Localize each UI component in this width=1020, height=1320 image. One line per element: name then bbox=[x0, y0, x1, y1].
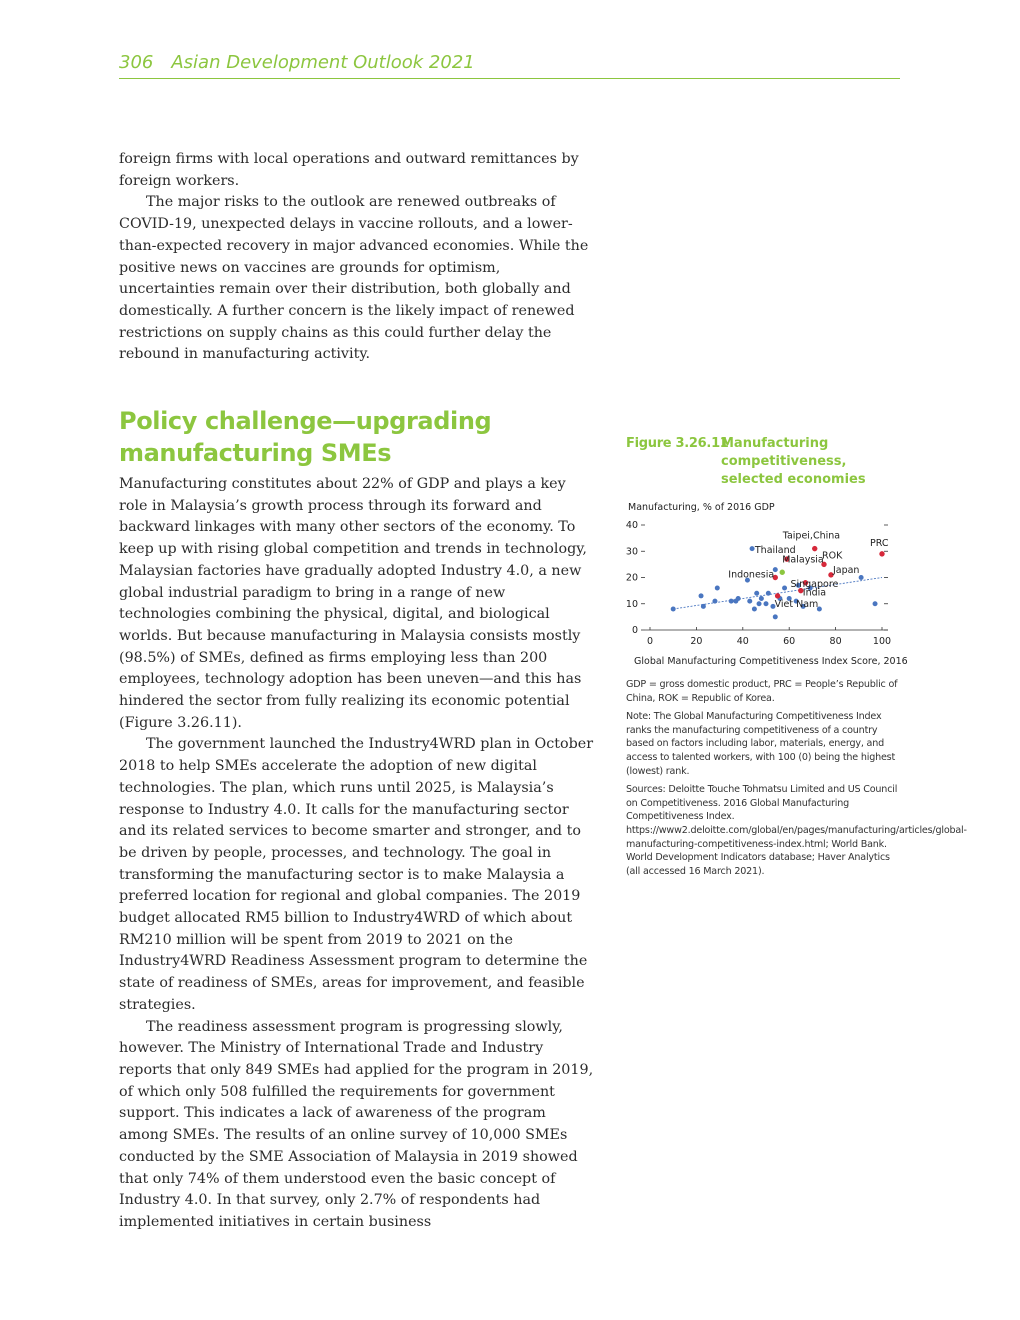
data-point bbox=[773, 614, 778, 619]
x-tick-label: 80 bbox=[829, 636, 842, 647]
scatter-chart bbox=[620, 495, 910, 670]
data-point bbox=[766, 591, 771, 596]
x-tick-label: 40 bbox=[736, 636, 749, 647]
book-title: Asian Development Outlook 2021 bbox=[171, 52, 475, 73]
point-labels bbox=[728, 531, 889, 610]
x-tick-label: 0 bbox=[646, 636, 654, 647]
figure-notes bbox=[626, 678, 967, 883]
data-point bbox=[736, 596, 741, 601]
main-text-block bbox=[119, 474, 594, 1234]
highlighted-point bbox=[780, 570, 785, 575]
y-tick-label: 10 bbox=[625, 598, 638, 610]
paragraph: The readiness assessment program is progressing slowly, however. The Ministry of International Trade and Industry reports that only 849 SMEs had applied for the program in 2019, of which only 508 fulfilled the requirements for government support. This indicates a lack of awareness of the program among SMEs. The results of an online survey of 10,000 SMEs conducted by the SME Association of Malaysia in 2019 showed that only 74% of them understood even the basic concept of Industry 4.0. In that survey, only 2.7% of respondents had implemented initiatives in certain business bbox=[119, 1018, 594, 1230]
running-header bbox=[119, 52, 900, 79]
data-point bbox=[699, 593, 704, 598]
x-tick-label: 20 bbox=[690, 636, 703, 647]
data-point bbox=[747, 599, 752, 604]
x-axis-label: Global Manufacturing Competitiveness Index Score, 2016 bbox=[634, 656, 908, 667]
page-number: 306 bbox=[119, 52, 154, 73]
point-label: Thailand bbox=[754, 545, 796, 557]
y-tick-label: 20 bbox=[625, 572, 638, 584]
paragraph: The major risks to the outlook are renewed outbreaks of COVID-19, unexpected delays in vaccine rollouts, and a lower-than-expected recovery in major advanced economies. While the positive news on vaccines are grounds for optimism, uncertainties remain over their distribution, both globally and domestically. A further concern is the likely impact of renewed restrictions on supply chains as this could further delay the rebound in manufacturing activity. bbox=[119, 194, 589, 363]
point-label: Japan bbox=[832, 564, 860, 576]
point-label: Singapore bbox=[790, 578, 839, 590]
highlighted-point bbox=[775, 593, 780, 598]
y-axis-label: Manufacturing, % of 2016 GDP bbox=[628, 502, 775, 513]
sources-note: Sources: Deloitte Touche Tohmatsu Limited and US Council on Competitiveness. 2016 Global Manufacturing Competitiveness Index. https://www2.deloitte.com/global/en/pages/manufacturing/articles/global-manufacturing-competitiveness-index.html; World Bank. World Development Indicators database; Haver Analytics (all accessed 16 March 2021). bbox=[626, 784, 967, 877]
section-heading: Policy challenge—upgrading manufacturing SMEs bbox=[119, 407, 492, 467]
data-point bbox=[759, 596, 764, 601]
data-point bbox=[671, 607, 676, 612]
figure-title: Manufacturing competitiveness, selected economies bbox=[721, 436, 866, 487]
x-tick-label: 60 bbox=[783, 636, 796, 647]
intro-text-block bbox=[119, 149, 589, 366]
abbreviations-note: GDP = gross domestic product, PRC = People’s Republic of China, ROK = Republic of Korea. bbox=[626, 679, 898, 704]
chart-axes bbox=[626, 520, 891, 647]
methodology-note: Note: The Global Manufacturing Competitiveness Index ranks the manufacturing competitiveness of a country based on factors including labor, materials, energy, and access to talented workers, with 100 (0) being the highest (lowest) rank. bbox=[626, 711, 896, 777]
paragraph: foreign firms with local operations and outward remittances by foreign workers. bbox=[119, 151, 579, 189]
point-label: PRC bbox=[870, 537, 889, 549]
data-point bbox=[873, 601, 878, 606]
data-point bbox=[729, 599, 734, 604]
data-point bbox=[754, 591, 759, 596]
data-point bbox=[701, 604, 706, 609]
data-point bbox=[712, 599, 717, 604]
highlighted-point bbox=[812, 546, 817, 551]
data-point bbox=[750, 546, 755, 551]
data-point bbox=[764, 601, 769, 606]
point-label: Indonesia bbox=[728, 569, 775, 581]
y-tick-label: 40 bbox=[625, 520, 638, 531]
y-tick-label: 0 bbox=[631, 625, 638, 636]
point-label: Malaysia bbox=[782, 554, 824, 566]
point-label: India bbox=[802, 587, 827, 599]
y-tick-label: 30 bbox=[625, 546, 638, 558]
data-point bbox=[757, 601, 762, 606]
highlighted-point bbox=[879, 551, 884, 556]
data-point bbox=[715, 586, 720, 591]
paragraph: Manufacturing constitutes about 22% of GDP and plays a key role in Malaysia’s growth process through its forward and backward linkages with many other sectors of the economy. To keep up with rising global competition and trends in technology, Malaysian factories have gradually adopted Industry 4.0, a new global industrial paradigm to bring in a range of new technologies combining the physical, digital, and biological worlds. But because manufacturing in Malaysia consists mostly (98.5%) of SMEs, defined as firms employing less than 200 employees, technology adoption has been uneven—and this has hindered the sector from fully realizing its economic potential (Figure 3.26.11). bbox=[119, 476, 587, 731]
point-label: ROK bbox=[822, 550, 843, 562]
paragraph: The government launched the Industry4WRD plan in October 2018 to help SMEs accelerate the adoption of new digital technologies. The plan, which runs until 2025, is Malaysia’s response to Industry 4.0. It calls for the manufacturing sector and its related services to become smarter and stronger, and to be driven by people, processes, and technology. The goal in transforming the manufacturing sector is to make Malaysia a preferred location for regional and global companies. The 2019 budget allocated RM5 billion to Industry4WRD of which about RM210 million will be spent from 2019 to 2021 on the Industry4WRD Readiness Assessment program to determine the state of readiness of SMEs, areas for improvement, and feasible strategies. bbox=[119, 736, 594, 1013]
data-point bbox=[752, 607, 757, 612]
point-label: Taipei,China bbox=[782, 530, 841, 542]
data-point bbox=[782, 586, 787, 591]
point-label: Viet Nam bbox=[774, 598, 819, 610]
figure-number: Figure 3.26.11 bbox=[626, 436, 729, 451]
x-tick-label: 100 bbox=[872, 636, 892, 647]
